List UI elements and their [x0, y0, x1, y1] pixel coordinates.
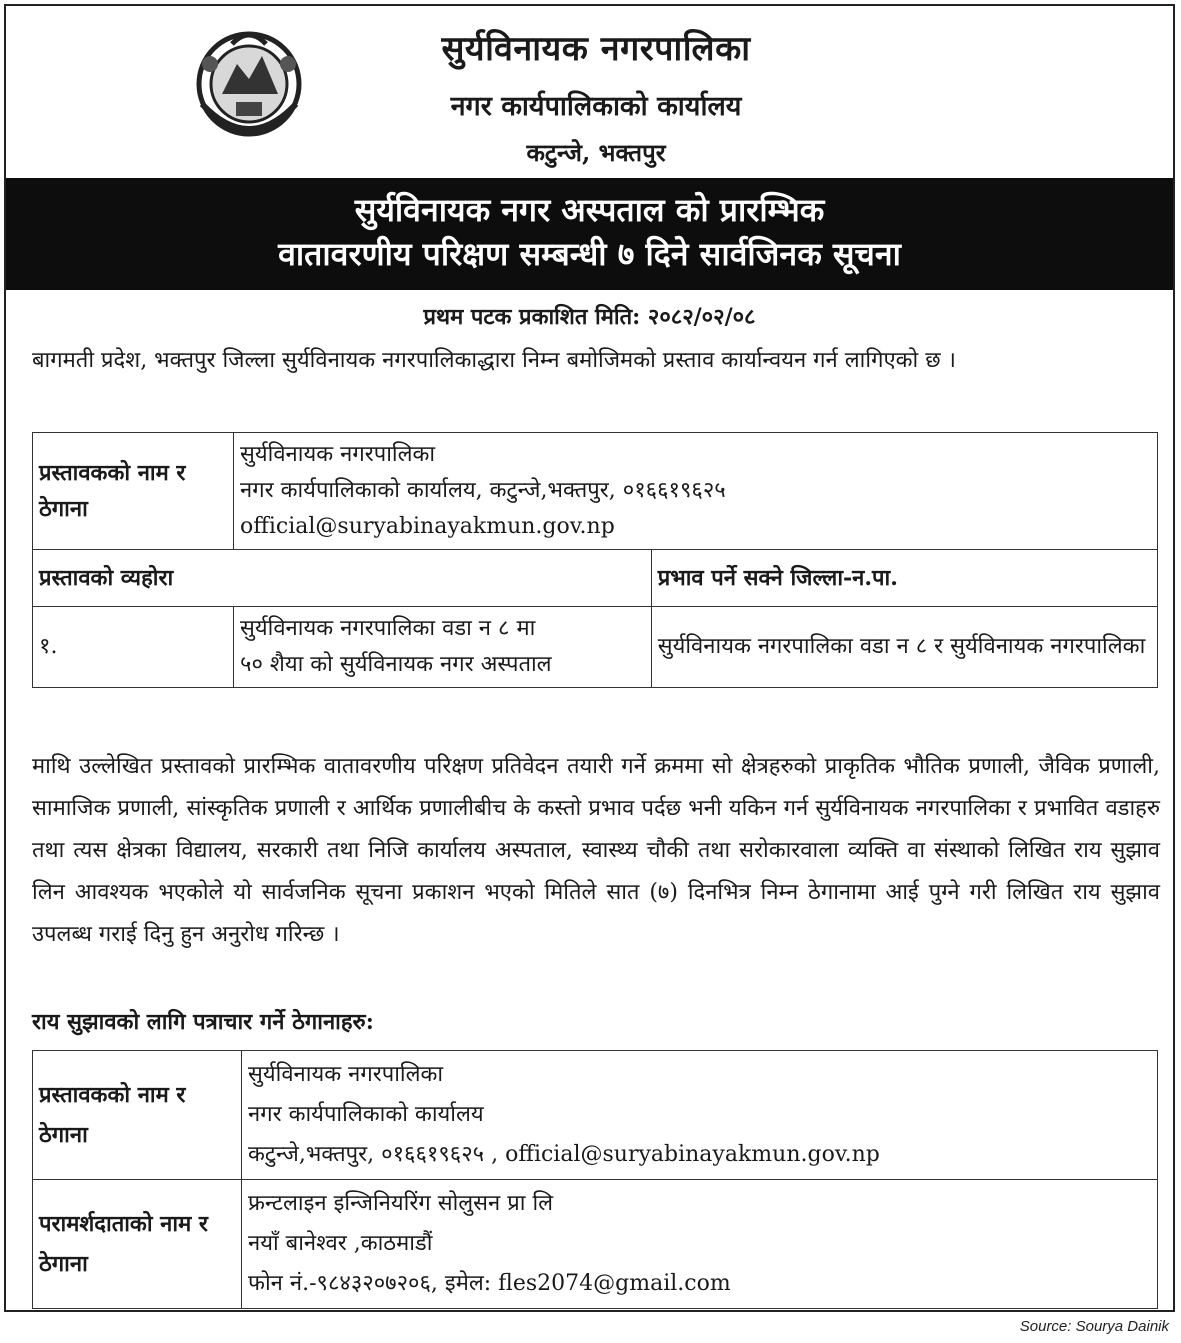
table-row [33, 607, 1158, 688]
contact-line: नयाँ बानेश्वर ,काठमाडौं [248, 1231, 433, 1256]
table-row [33, 1180, 1158, 1309]
proposer-line: सुर्यविनायक नगरपालिका [240, 442, 436, 467]
proposer-details [234, 433, 1158, 550]
table-row [33, 1051, 1158, 1180]
contact-line: नगर कार्यपालिकाको कार्यालय [248, 1102, 484, 1127]
row-number: १. [33, 607, 234, 688]
intro-paragraph: बागमती प्रदेश, भक्तपुर जिल्ला सुर्यविनायक नगरपालिकाद्धारा निम्न बमोजिमको प्रस्ताव कार्यान्वयन गर्न लागिएको छ । [32, 348, 956, 373]
row-subject-line: सुर्यविनायक नगरपालिका वडा न ८ मा [240, 616, 536, 641]
title-line-2: वातावरणीय परिक्षण सम्बन्धी ७ दिने सार्वजिनक सूचना [278, 235, 901, 273]
contact-line: फ्रन्टलाइन इन्जिनियरिंग सोलुसन प्रा लि [248, 1191, 554, 1216]
contact-line: फोन नं.-९८४३२०७२०६, इमेल: fles2074@gmail.com [248, 1271, 731, 1296]
proposer-email: official@suryabinayakmun.gov.np [240, 514, 615, 539]
contact-line: सुर्यविनायक नगरपालिका [248, 1062, 444, 1087]
notice-title-banner [6, 178, 1173, 290]
publish-date: प्रथम पटक प्रकाशित मिति: २०८२/०२/०८ [423, 304, 756, 330]
table-row [33, 433, 1158, 550]
government-emblem-icon [192, 24, 307, 152]
contact-label-consultant: परामर्शदाताको नाम र ठेगाना [33, 1180, 242, 1309]
source-credit: Source: Sourya Dainik [1019, 1318, 1169, 1335]
org-name: सुर्यविनायक नगरपालिका [441, 29, 751, 69]
contact-table [32, 1050, 1158, 1309]
contact-details-proposer [242, 1051, 1158, 1180]
row-subject [234, 607, 652, 688]
contact-line: कटुन्जे,भक्तपुर, ०१६६१९६२५ , official@suryabinayakmun.gov.np [248, 1142, 880, 1167]
proposer-label: प्रस्तावकको नाम र ठेगाना [33, 433, 234, 550]
notice-frame [4, 4, 1175, 1312]
row-subject-line: ५० शैया को सुर्यविनायक नगर अस्पताल [240, 652, 552, 677]
col-header-subject: प्रस्तावको व्यहोरा [33, 550, 652, 607]
table-header-row [33, 550, 1158, 607]
contact-details-consultant [242, 1180, 1158, 1309]
org-office: नगर कार्यपालिकाको कार्यालय [450, 91, 742, 122]
row-affected: सुर्यविनायक नगरपालिका वडा न ८ र सुर्यविनायक नगरपालिका [651, 607, 1157, 688]
body-paragraph: माथि उल्लेखित प्रस्तावको प्रारम्भिक वातावरणीय परिक्षण प्रतिवेदन तयारी गर्ने क्रममा सो क्षेत्रहरुको प्राकृतिक भौतिक प्रणाली, जैविक प्रणाली, सामाजिक प्रणाली, सांस्कृतिक प्रणाली र आर्थिक प्रणालीबीच के कस्तो प्रभाव पर्दछ भनी यकिन गर्न सुर्यविनायक नगरपालिका र प्रभावित वडाहरु तथा त्यस क्षेत्रका विद्यालय, सरकारी तथा निजि कार्यालय अस्पताल, स्वास्थ्य चौकी तथा सरोकारवाला व्यक्ति वा संस्थाको लिखित राय सुझाव लिन आवश्यक भएकोले यो सार्वजनिक सूचना प्रकाशन भएको मितिले सात (७) दिनभित्र निम्न ठेगानामा आई पुग्ने गरी लिखित राय सुझाव उपलब्ध गराई दिनु हुन अनुरोध गरिन्छ । [32, 754, 1160, 947]
proposal-table [32, 432, 1158, 688]
contact-label-proposer: प्रस्तावकको नाम र ठेगाना [33, 1051, 242, 1180]
org-address: कटुन्जे, भक्तपुर [526, 138, 666, 167]
proposer-line: नगर कार्यपालिकाको कार्यालय, कटुन्जे,भक्तपुर, ०१६६१९६२५ [240, 478, 726, 503]
address-heading: राय सुझावको लागि पत्राचार गर्ने ठेगानाहरु: [32, 1009, 374, 1035]
notice-header [6, 6, 1173, 178]
col-header-affected: प्रभाव पर्ने सक्ने जिल्ला-न.पा. [651, 550, 1157, 607]
title-line-1: सुर्यविनायक नगर अस्पताल को प्रारम्भिक [354, 191, 825, 229]
